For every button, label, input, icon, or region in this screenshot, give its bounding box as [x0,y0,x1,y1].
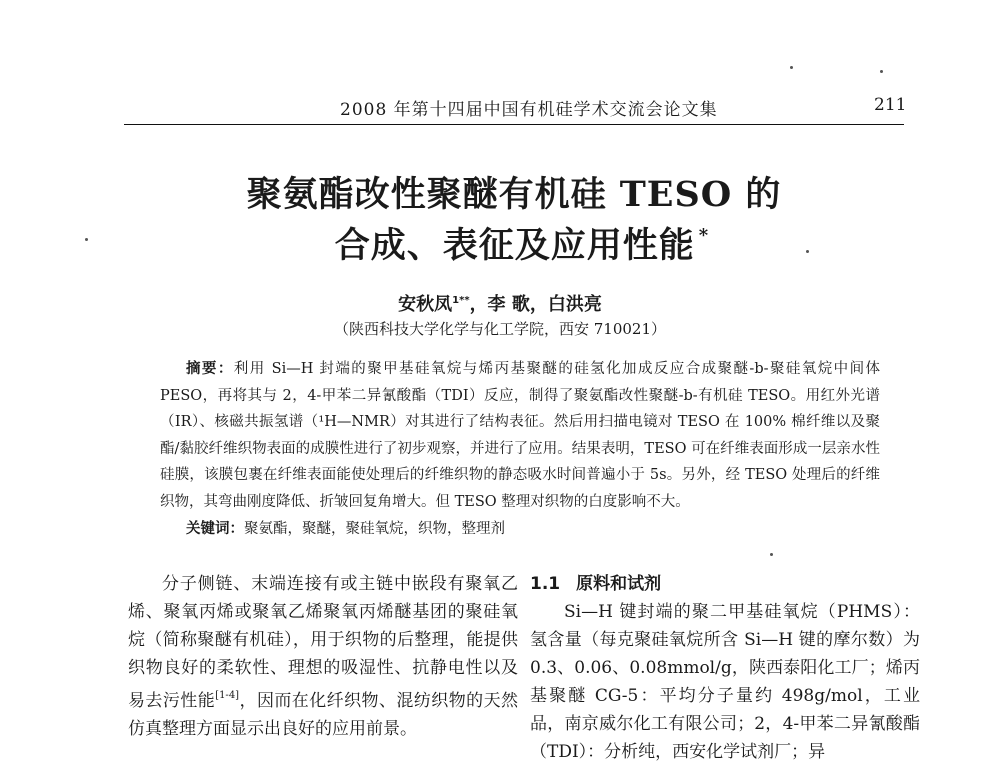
paper-title-line-2-text: 合成、表征及应用性能 [334,225,695,266]
intro-text-a: 分子侧链、末端连接有或主链中嵌段有聚氧乙烯、聚氧丙烯或聚氧乙烯聚氧丙烯醚基团的聚硅氧烷（简称聚醚有机硅），用于织物的后整理，能提供织物良好的柔软性、理想的吸湿性、抗静电性以及易去污性能 [128,574,518,711]
paper-title-line-2 [22,218,1000,268]
citation-ref: [1-4] [215,690,240,701]
materials-paragraph: Si—H 键封端的聚二甲基硅氧烷（PHMS）：氢含量（每克聚硅氧烷所含 Si—H 键的摩尔数）为 0.3、0.06、0.08mmol/g，陕西泰阳化工厂；烯丙基聚醚 CG-5：平均分子量约 498g/mol，工业品，南京威尔化工有限公司；2，4-甲苯二异氰酸酯（TDI）：分析纯，西安化学试剂厂；异 [530,602,920,762]
affiliation: （陕西科技大学化学与化工学院，西安 710021） [333,320,667,338]
header-rule [124,124,904,125]
intro-paragraph [128,570,518,743]
scan-speck [880,70,883,73]
materials-section [530,570,920,766]
scan-speck [770,553,773,556]
first-author-mark: 1** [452,295,470,306]
page-number: 211 [874,95,907,115]
paper-title-line-1: 聚氨酯改性聚醚有机硅 TESO 的 [246,174,782,215]
section-title: 原料和试剂 [576,574,662,594]
scan-speck [806,250,809,253]
running-header-title: 2008 年第十四届中国有机硅学术交流会论文集 [340,100,718,120]
keywords [186,517,505,538]
intro-text-b: ，因而在化纤织物、混纺织物的天然仿真整理方面显示出良好的应用前景。 [128,691,519,739]
abstract-label: 摘要： [186,361,234,377]
scan-speck [85,238,88,241]
keywords-label: 关键词： [186,521,244,537]
abstract-text: 利用 Si—H 封端的聚甲基硅氧烷与烯丙基聚醚的硅氢化加成反应合成聚醚-b-聚硅氧烷中间体 PESO，再将其与 2，4-甲苯二异氰酸酯（TDI）反应，制得了聚氨酯改性聚醚-b-有机硅 TESO。用红外光谱（IR）、核磁共振氢谱（¹H—NMR）对其进行了结构表征。然后用扫描电镜对 TESO 在 100% 棉纤维以及聚酯/黏胶纤维织物表面的成膜性进行了初步观察，并进行了应用。结果表明，TESO 可在纤维表面形成一层亲水性硅膜，该膜包裹在纤维表面能使处理后的纤维织物的静态吸水时间普遍小于 5s。另外，经 TESO 处理后的纤维织物，其弯曲刚度降低、折皱回复角增大。但 TESO 整理对织物的白度影响不大。 [160,361,880,510]
authors [0,290,1000,316]
first-author: 安秋凤 [398,294,453,315]
title-footnote-mark: * [698,225,710,246]
scan-speck [790,66,793,69]
abstract [160,356,880,515]
section-number: 1.1 [530,574,561,594]
other-authors: ，李 歌，白洪亮 [469,294,602,315]
keywords-text: 聚氨酯，聚醚，聚硅氧烷，织物，整理剂 [244,521,505,537]
section-heading [530,570,920,598]
